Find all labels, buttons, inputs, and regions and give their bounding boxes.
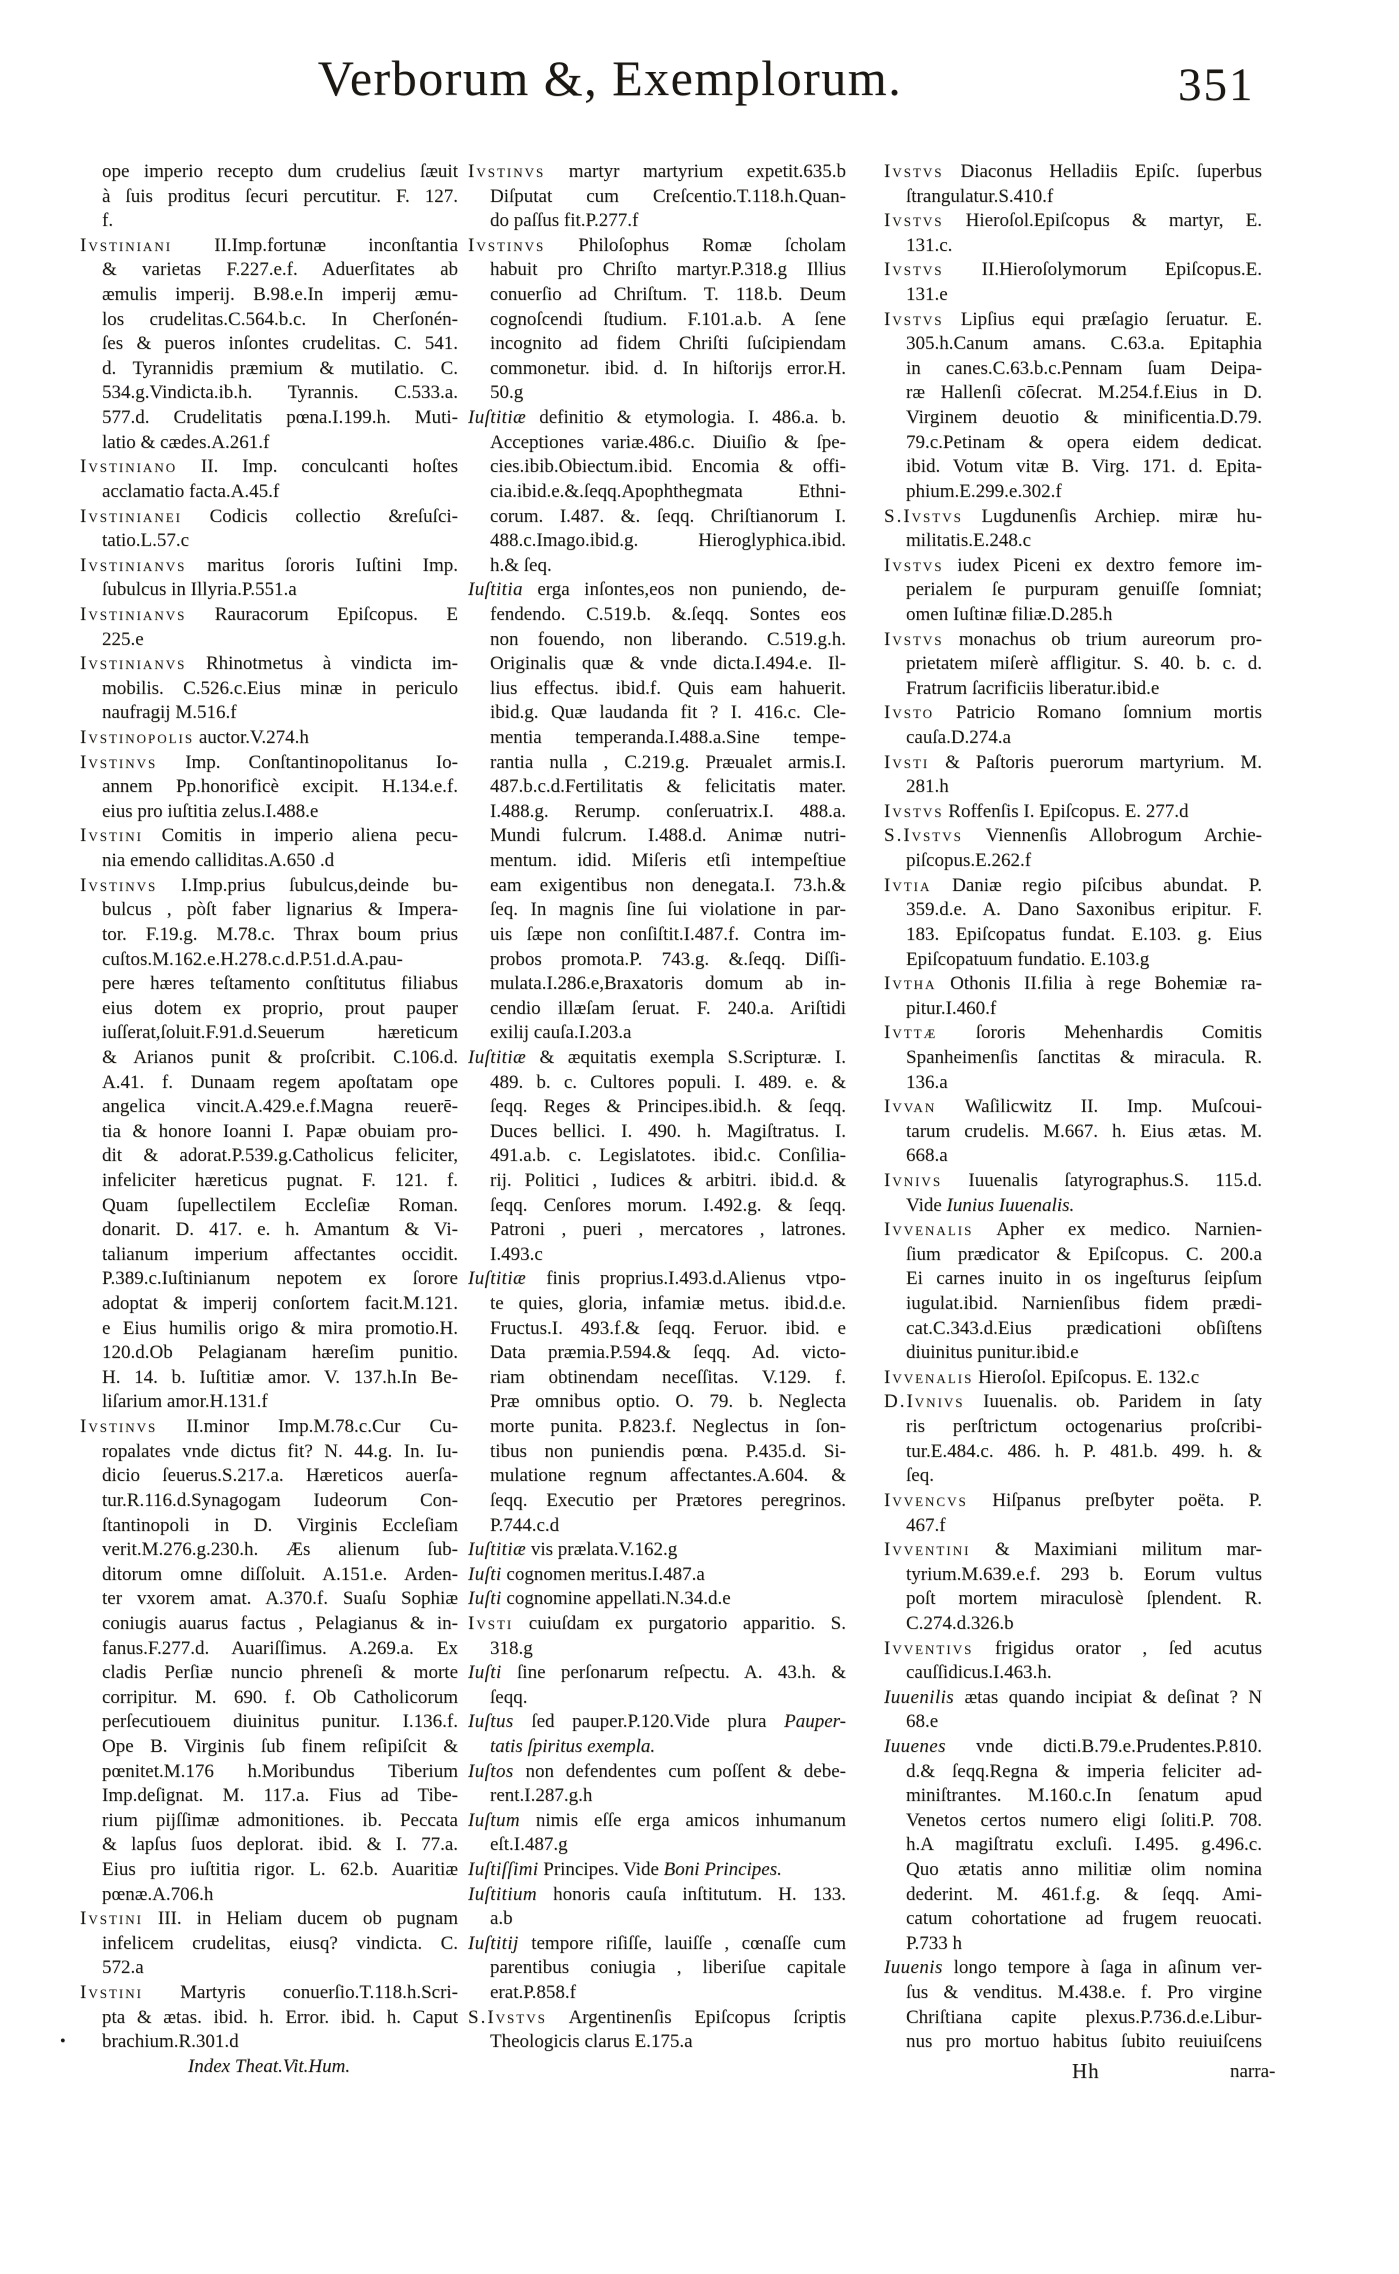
index-line: erat.P.858.f [490, 1982, 577, 2004]
index-line: Ivstvs Diaconus Helladiis Epiſc. ſuperbus [884, 161, 1262, 182]
index-line: Ivstinvs martyr martyrium expetit.635.b [468, 161, 846, 182]
index-line: cendio illæſam ſeruat. F. 240.a. Ariſtidi [490, 997, 846, 1019]
index-line: rantia nulla , C.219.g. Præualet armis.I. [490, 751, 846, 773]
headword-italic: Iuuenes [884, 1736, 946, 1757]
index-line: conuerſio ad Chriſtum. T. 118.b. Deum [490, 284, 846, 306]
index-line: pitur.I.460.f [906, 997, 997, 1019]
index-line: a.b [490, 1908, 513, 1930]
index-line: tarum crudelis. M.667. h. Eius ætas. M. [906, 1120, 1262, 1142]
cross-reference: Boni Principes. [663, 1859, 782, 1881]
index-line: non fouendo, non liberando. C.519.g.h. [490, 628, 846, 650]
index-line: Iuſtiſſimi Principes. Vide Boni Principes. [468, 1859, 782, 1881]
headword-italic: Iuſtus [468, 1711, 514, 1733]
index-line: Ivstvs Lipſius equi præſagio ſeruatur. E. [884, 308, 1262, 330]
index-line: Ivttæ ſororis Mehenhardis Comitis [884, 1022, 1262, 1044]
index-line: 491.a.b. c. Legislatotes. ibid.c. Conſilia- [490, 1145, 846, 1167]
index-line: Ivstinvs II.minor Imp.M.78.c.Cur Cu- [80, 1416, 458, 1438]
index-line: Præ omnibus optio. O. 79. b. Neglecta [490, 1391, 846, 1413]
index-line: catum cohortatione ad frugem reuocati. [906, 1908, 1262, 1930]
index-line: omen Iuſtinæ filiæ.D.285.h [906, 603, 1113, 625]
index-line: ſubulcus in Illyria.P.551.a [102, 579, 297, 601]
index-line: Data præmia.P.594.& ſeqq. Ad. victo- [490, 1342, 846, 1364]
index-line: te quies, gloria, infamiæ metus. ibid.d.e. [490, 1293, 846, 1315]
index-line: Ivstvs iudex Piceni ex dextro femore im- [884, 554, 1262, 576]
index-line: ſus & venditus. M.438.e. f. Pro virgine [906, 1982, 1262, 2004]
index-line: Iuſti cognomine appellati.N.34.d.e [468, 1588, 731, 1610]
index-line: ibid.g. Quæ laudanda fit ? I. 416.c. Cle- [490, 702, 846, 724]
index-line: Ope B. Virginis ſub finem reſipiſcit & [102, 1736, 458, 1757]
headword-italic: Iuſtitiæ [468, 1268, 527, 1290]
index-line: Ivventini & Maximiani militum mar- [884, 1539, 1262, 1561]
index-line: nus pro mortuo habitus ſubito reuiuiſcens [906, 2031, 1262, 2053]
index-line: Ivstvs monachus ob trium aureorum pro- [884, 628, 1262, 650]
headword-italic: Iuſti [468, 1563, 502, 1585]
index-line: ditorum omne diſſoluit. A.151.e. Arden- [102, 1563, 458, 1585]
index-line: Ivstinianvs Rhinotmetus à vindicta im- [80, 653, 458, 675]
headword-italic: Iuſtitij [468, 1932, 519, 1954]
headword-italic: Iuſtitiæ [468, 407, 527, 429]
index-line: ræ Hallenſi cōſecrat. M.254.f.Eius in D. [906, 382, 1262, 404]
index-line: 183. Epiſcopatus fundat. E.103. g. Eius [906, 923, 1262, 945]
index-line: Acceptiones variæ.486.c. Diuiſio & ſpe- [490, 431, 846, 453]
index-line: Theologicis clarus E.175.a [490, 2031, 693, 2053]
index-line: 359.d.e. A. Dano Saxonibus eripitur. F. [906, 899, 1262, 921]
headword: Ivstinvs [80, 874, 158, 896]
index-line: Iuſtum nimis eſſe erga amicos inhumanum [468, 1809, 846, 1831]
headword-italic: Iuſti [468, 1662, 502, 1684]
index-line: & Arianos punit & proſcribit. C.106.d. [102, 1046, 458, 1068]
headword: Ivstini [80, 1908, 143, 1930]
index-line: tur.R.116.d.Synagogam Iudeorum Con- [102, 1489, 458, 1511]
index-line: ropalates vnde dictus fit? N. 44.g. In. Iu- [102, 1440, 458, 1462]
index-line: Ivnivs Iuuenalis ſatyrographus.S. 115.d. [884, 1169, 1262, 1191]
index-line: tyrium.M.639.e.f. 293 b. Eorum vultus [906, 1563, 1262, 1585]
headword-italic: Iuſtiſſimi [468, 1859, 539, 1881]
index-line: tibus non puniendis pœna. P.435.d. Si- [490, 1440, 846, 1462]
index-line: • brachium.R.301.d [102, 2030, 458, 2055]
index-line: coniugis auarus factus , Pelagianus & in- [102, 1612, 458, 1634]
index-line: Ivstvs Hieroſol.Epiſcopus & martyr, E. [884, 210, 1262, 232]
index-line: Ivsto Patricio Romano ſomnium mortis [884, 702, 1262, 724]
index-line: los crudelitas.C.564.b.c. In Cherſonén- [102, 308, 458, 330]
index-line: Mundi fulcrum. I.488.d. Animæ nutri- [490, 825, 846, 847]
headword: Ivventivs [884, 1637, 974, 1659]
headword-italic: Iuſtitia [468, 579, 523, 601]
index-line: latio & cædes.A.261.f [102, 431, 270, 453]
index-line: æmulis imperij. B.98.e.In imperij æmu- [102, 284, 458, 306]
headword-italic: Iuſtos [468, 1760, 514, 1782]
headword-italic: Iuuenis [884, 1957, 943, 1979]
index-line: bulcus , pòſt faber lignarius & Impera- [102, 899, 458, 921]
index-line: d. Tyrannidis præmium & mutilatio. C. [102, 357, 458, 379]
index-line: dicio ſeuerus.S.217.a. Hæreticos auerſa- [102, 1465, 458, 1487]
margin-dot: • [60, 2033, 66, 2051]
index-line: poſt mortem miraculosè ſplendent. R. [906, 1588, 1262, 1610]
index-line: incognito ad fidem Chriſti ſuſcipiendam [490, 333, 846, 355]
headword: Ivvencvs [884, 1489, 968, 1511]
index-line: H. 14. b. Iuſtitiæ amor. V. 137.h.In Be- [102, 1366, 458, 1388]
index-line: P.389.c.Iuſtinianum nepotem ex ſorore [102, 1268, 458, 1290]
index-line: Iuuenes vnde dicti.B.79.e.Prudentes.P.810. [884, 1736, 1262, 1757]
index-line: diuinitus punitur.ibid.e [906, 1342, 1079, 1364]
headword: Ivtha [884, 973, 937, 995]
index-line: e Eius humilis origo & mira promotio.H. [102, 1317, 458, 1339]
index-line: C.274.d.326.b [906, 1612, 1014, 1634]
headword: Ivsti [468, 1612, 514, 1634]
headword: Ivvenalis [884, 1219, 974, 1241]
headword: Ivnivs [884, 1169, 943, 1191]
index-line: Fructus.I. 493.f.& ſeqq. Feruor. ibid. e [490, 1317, 846, 1339]
index-line: piſcopus.E.262.f [906, 850, 1032, 872]
index-line: ſes & pueros inſontes crudelitas. C. 541. [102, 333, 458, 355]
index-line: do paſſus fit.P.277.f [490, 210, 639, 232]
headword: Ivstinvs [468, 161, 546, 182]
index-line: iuſſerat,ſoluit.F.91.d.Seuerum hæreticum [102, 1022, 458, 1044]
index-line: I.493.c [490, 1243, 543, 1265]
index-line: eius pro iuſtitia zelus.I.488.e [102, 800, 319, 822]
headword: Ivstiniano [80, 456, 178, 478]
index-line: fanus.F.277.d. Auariſſimus. A.269.a. Ex [102, 1637, 458, 1659]
index-line: fendendo. C.519.b. &.ſeqq. Sontes eos [490, 603, 846, 625]
index-line: Ivstinvs Imp. Conſtantinopolitanus Io- [80, 751, 458, 773]
index-line: cuſtos.M.162.e.H.278.c.d.P.51.d.A.pau- [102, 948, 403, 970]
index-line: riam obtinendam neceſſitas. V.129. f. [490, 1366, 846, 1388]
index-line: Virginem deuotio & minificentia.D.79. [906, 407, 1262, 429]
headword: Ivstvs [884, 210, 944, 232]
index-line: commonetur. ibid. d. In hiſtorijs error.H. [490, 357, 846, 379]
index-line: Iuſtus ſed pauper.P.120.Vide plura Pauper- [468, 1711, 846, 1733]
index-line: ibid. Votum vitæ B. Virg. 171. d. Epita- [906, 456, 1262, 478]
index-line: Quo ætatis anno militiæ olim nomina [906, 1859, 1262, 1881]
index-line: Ivsti & Paſtoris puerorum martyrium. M. [884, 751, 1262, 773]
index-line: uis ſæpe non conſiſtit.I.487.f. Contra im- [490, 923, 846, 945]
index-line: eam exigentibus non denegata.I. 73.h.& [490, 874, 846, 896]
headword-italic: Iuſtitium [468, 1883, 538, 1905]
index-line: militatis.E.248.c [906, 530, 1032, 552]
index-line: Iuſtos non defendentes cum poſſent & debe- [468, 1760, 846, 1782]
headword: Ivstini [80, 825, 143, 847]
headword-italic: Iuſtum [468, 1809, 521, 1831]
index-line: Ivstinvs I.Imp.prius ſubulcus,deinde bu- [80, 874, 458, 896]
index-line: 577.d. Crudelitatis pœna.I.199.h. Muti- [102, 407, 458, 429]
index-line: corripitur. M. 690. f. Ob Catholicorum [102, 1686, 458, 1708]
index-line: ſtantinopoli in D. Virginis Eccleſiam [102, 1514, 458, 1536]
index-line: cauſa.D.274.a [906, 727, 1011, 749]
index-line: tur.E.484.c. 486. h. P. 481.b. 499. h. & [906, 1440, 1262, 1462]
index-line: habuit pro Chriſto martyr.P.318.g Illius [490, 259, 846, 281]
index-line: Spanheimenſis ſanctitas & miracula. R. [906, 1046, 1262, 1068]
headword-italic: Iuuenilis [884, 1686, 955, 1708]
index-line: ter vxorem amat. A.370.f. Suaſu Sophiæ [102, 1588, 458, 1610]
index-line: corum. I.487. &. ſeqq. Chriſtianorum I. [490, 505, 846, 527]
headword-italic: Iuſtitiæ [468, 1046, 527, 1068]
index-line: talianum imperium affectantes occidit. [102, 1243, 458, 1265]
index-line: Patroni , pueri , mercatores , latrones. [490, 1219, 846, 1241]
index-line: nia emendo calliditas.A.650 .d [102, 850, 335, 872]
index-line: pta & ætas. ibid. h. Error. ibid. h. Caput [102, 2006, 458, 2028]
index-line: liſarium amor.H.131.f [102, 1391, 268, 1413]
index-line: Iuſtitium honoris cauſa inſtitutum. H. 133. [468, 1883, 846, 1905]
index-line: iugulat.ibid. Narnienſibus fidem prædi- [906, 1293, 1262, 1315]
index-line: Ivstvs Roffenſis I. Epiſcopus. E. 277.d [884, 800, 1189, 822]
index-line: donarit. D. 417. e. h. Amantum & Vi- [102, 1219, 458, 1241]
index-line: Ivstiniani II.Imp.fortunæ inconſtantia [80, 234, 458, 256]
index-line: mobilis. C.526.c.Eius minæ in periculo [102, 677, 458, 699]
index-line: Ivtha Othonis II.filia à rege Bohemiæ ra- [884, 973, 1262, 995]
headword: Ivstinianvs [80, 554, 187, 576]
headword: Ivttæ [884, 1022, 938, 1044]
headword: Ivstinvs [468, 234, 546, 256]
index-line: Iuſtitij tempore riſiſſe, lauiſſe , cœnaſſe cum [468, 1932, 846, 1954]
index-line: 467.f [906, 1514, 946, 1536]
index-line: 487.b.c.d.Fertilitatis & felicitatis mater. [490, 776, 846, 798]
index-line: à ſuis proditus ſecuri percutitur. F. 127. [102, 185, 458, 207]
index-line: ſtrangulatur.S.410.f [906, 185, 1054, 207]
index-column-1 [60, 160, 458, 2080]
index-line: Ivstinopolis auctor.V.274.h [80, 727, 309, 749]
index-line: in canes.C.63.b.c.Pennam ſuam Deipa- [906, 357, 1262, 379]
index-line: cognoſcendi ſtudium. F.101.a.b. A ſene [490, 308, 846, 330]
index-line: & lapſus ſuos deplorat. ibid. & I. 77.a. [102, 1834, 458, 1856]
index-line: lius effectus. ibid.f. Quis eam hahuerit. [490, 677, 846, 699]
headword: D.Ivnivs [884, 1391, 965, 1413]
index-line: ſeqq. Reges & Principes.ibid.h. & ſeqq. [490, 1096, 846, 1118]
index-line: naufragij M.516.f [102, 702, 237, 724]
index-line: ſeqq. [490, 1686, 528, 1708]
index-line: tia & honore Ioanni I. Papæ obuiam pro- [102, 1120, 458, 1142]
index-line: I.488.g. Rerump. conſeruatrix.I. 488.a. [490, 800, 846, 822]
index-line: Ivsti cuiuſdam ex purgatorio apparitio. S. [468, 1612, 846, 1634]
headword: Ivsto [884, 702, 935, 724]
index-line: mulata.I.286.e,Braxatoris domum ab in- [490, 973, 846, 995]
index-line: acclamatio facta.A.45.f [102, 480, 280, 502]
headword: S.Ivstvs [884, 505, 963, 527]
index-line: Ivvan Waſilicwitz II. Imp. Muſcoui- [884, 1096, 1262, 1118]
index-line: parentibus coniugia , liberiſue capitale [490, 1957, 846, 1979]
index-line: mentia temperanda.I.488.a.Sine tempe- [490, 727, 846, 749]
index-line: Ivstini III. in Heliam ducem ob pugnam [80, 1908, 458, 1930]
index-line: perſecutiouem diuinitus punitur. I.136.f. [102, 1711, 458, 1733]
gathering-signature: Hh [1072, 2059, 1100, 2083]
index-line: A.41. f. Dunaam regem apoſtatam ope [102, 1071, 458, 1093]
index-line: h.A magiſtratu excluſi. I.495. g.496.c. [906, 1834, 1262, 1856]
headword: Ivstvs [884, 161, 944, 182]
index-line: 136.a [906, 1071, 948, 1093]
index-line: perialem ſe purpuram genuiſſe ſomniat; [906, 579, 1262, 601]
index-line: f. [102, 210, 114, 232]
index-line: adoptat & imperij conſortem facit.M.121. [102, 1293, 458, 1315]
index-line: 534.g.Vindicta.ib.h. Tyrannis. C.533.a. [102, 382, 458, 404]
catchword: narra- [1230, 2061, 1276, 2082]
index-line: ſium prædicator & Epiſcopus. C. 200.a [906, 1243, 1262, 1265]
index-line: morte punita. P.823.f. Neglectus in ſon- [490, 1416, 846, 1438]
index-line: P.744.c.d [490, 1514, 560, 1536]
index-line: & varietas F.227.e.f. Aduerſitates ab [102, 259, 458, 281]
index-line: Iuſtitiæ & æquitatis exempla S.Scripturæ. I. [468, 1046, 846, 1068]
index-line: S.Ivstvs Viennenſis Allobrogum Archie- [884, 825, 1262, 847]
index-line: 281.h [906, 776, 949, 798]
index-line: Originalis quæ & vnde dicta.I.494.e. Il- [490, 653, 846, 675]
index-line: rium pijſſimæ admonitiones. ib. Peccata [102, 1809, 458, 1831]
index-line: angelica vincit.A.429.e.f.Magna reuerē- [102, 1096, 458, 1118]
index-line: mulatione regnum affectantes.A.604. & [490, 1465, 846, 1487]
index-line: 572.a [102, 1957, 144, 1979]
index-line: Ivstini Martyris conuerſio.T.118.h.Scri- [80, 1982, 458, 2004]
index-line: pœnæ.A.706.h [102, 1883, 214, 1905]
index-line: ſeq. [906, 1465, 934, 1487]
index-line: pere hæres teſtamento conſtitutus filiabus [102, 973, 458, 995]
headword: Ivstini [80, 1982, 143, 2004]
index-line: Iuſtitiæ definitio & etymologia. I. 486.a. b. [468, 407, 846, 429]
index-line: 50.g [490, 382, 524, 404]
index-line: 668.a [906, 1145, 948, 1167]
index-line: cat.C.343.d.Eius prædicationi obſiſtens [906, 1317, 1262, 1339]
index-line: 79.c.Petinam & opera eidem dedicat. [906, 431, 1262, 453]
index-line: Iuuenis longo tempore à ſaga in aſinum ver- [884, 1957, 1262, 1979]
index-line: 68.e [906, 1711, 939, 1733]
headword: Ivstvs [884, 308, 944, 330]
index-line: Ivventivs frigidus orator , ſed acutus [884, 1637, 1262, 1659]
index-line: Ivstiniano II. Imp. conculcanti hoſtes [80, 456, 458, 478]
index-line: S.Ivstvs Lugdunenſis Archiep. miræ hu- [884, 505, 1262, 527]
index-line: miniſtrantes. M.160.c.In ſenatum apud [906, 1785, 1262, 1807]
index-line: Duces bellici. I. 490. h. Magiſtratus. I. [490, 1120, 846, 1142]
index-line: ſeqq. Cenſores morum. I.492.g. & ſeqq. [490, 1194, 846, 1216]
index-line: Eius pro iuſtitia rigor. L. 62.b. Auaritiæ [102, 1859, 458, 1881]
index-line: ris perſtrictum octogenarius proſcribi- [906, 1416, 1262, 1438]
index-line: 120.d.Ob Pelagianam hæreſim punitio. [102, 1342, 458, 1364]
index-line: Ivstini Comitis in imperio aliena pecu- [80, 825, 458, 847]
index-line: h.& ſeq. [490, 554, 552, 576]
headword: Ivstinianvs [80, 653, 187, 675]
index-line: infeliciter hæreticus pugnat. F. 121. f. [102, 1169, 458, 1191]
index-line: Chriſtiana capite plexus.P.736.d.e.Libur- [906, 2006, 1262, 2028]
headword: Ivstvs [884, 554, 944, 576]
headword: Ivstvs [884, 800, 944, 822]
headword: Ivtia [884, 874, 932, 896]
page-number: 351 [1178, 59, 1255, 111]
headword: Ivsti [884, 751, 930, 773]
index-line: cies.ibib.Obiectum.ibid. Encomia & offi- [490, 456, 846, 478]
index-line: mentum. idid. Miſeris etſi intempeſtiue [490, 850, 846, 872]
headword: Ivstinopolis [80, 727, 195, 749]
index-line: Diſputat cum Creſcentio.T.118.h.Quan- [490, 185, 846, 207]
headword: S.Ivstvs [884, 825, 963, 847]
index-line: Ivtia Daniæ regio piſcibus abundat. P. [884, 874, 1262, 896]
running-head-title: Verborum &, Exemplorum. [317, 50, 903, 106]
index-line: Epiſcopatuum fundatio. E.103.g [906, 948, 1150, 970]
headword: S.Ivstvs [468, 2006, 547, 2028]
index-line: probos promota.P. 743.g. &.ſeqq. Diſſi- [490, 948, 846, 970]
index-line: cauſſidicus.I.463.h. [906, 1662, 1052, 1684]
index-line: 225.e [102, 628, 144, 650]
headword-italic: Iuſti [468, 1588, 502, 1610]
index-line: prietatem miſerè affligitur. S. 40. b. c. d. [906, 653, 1262, 675]
index-line: Ivstinianvs maritus ſororis Iuſtini Imp. [80, 554, 458, 576]
index-line: cia.ibid.e.&.ſeqq.Apophthegmata Ethni- [490, 480, 846, 502]
index-line: Ivvenalis Apher ex medico. Narnien- [884, 1219, 1262, 1241]
index-line: annem Pp.honorificè excipit. H.134.e.f. [102, 776, 458, 798]
headword: Ivstiniani [80, 234, 173, 256]
index-line: Ei carnes inuito in os ingeſturus ſeipſum [906, 1268, 1262, 1290]
index-line: verit.M.276.g.230.h. Æs alienum ſub- [102, 1539, 458, 1561]
index-line: infelicem crudelitas, eiusq? vindicta. C. [102, 1932, 458, 1954]
index-line: Iuſti cognomen meritus.I.487.a [468, 1563, 705, 1585]
index-line: 489. b. c. Cultores populi. I. 489. e. & [490, 1071, 846, 1093]
headword: Ivstinianvs [80, 603, 187, 625]
index-line: tatis ſpiritus exempla. [490, 1736, 656, 1757]
headword: Ivstvs [884, 628, 944, 650]
index-line: Iuuenilis ætas quando incipiat & deſinat ? N [884, 1686, 1262, 1708]
index-line: Ivvencvs Hiſpanus preſbyter poëta. P. [884, 1489, 1262, 1511]
index-line: 488.c.Imago.ibid.g. Hieroglyphica.ibid. [490, 530, 846, 552]
index-line: Ivvenalis Hieroſol. Epiſcopus. E. 132.c [884, 1366, 1200, 1388]
index-line: dederint. M. 461.f.g. & ſeqq. Ami- [906, 1883, 1262, 1905]
index-line: 318.g [490, 1637, 533, 1659]
index-line: Iuſtitiæ vis prælata.V.162.g [468, 1539, 678, 1561]
index-line: phium.E.299.e.302.f [906, 480, 1062, 502]
index-line: Ivstinvs Philoſophus Romæ ſcholam [468, 234, 846, 256]
index-line: eſt.I.487.g [490, 1834, 568, 1856]
index-line: 131.c. [906, 234, 953, 256]
index-column-3 [884, 160, 1262, 2055]
index-line: Vide Iunius Iuuenalis. [906, 1194, 1075, 1216]
headword-italic: Iuſtitiæ [468, 1539, 527, 1561]
index-column-2 [468, 160, 846, 2055]
index-line: ſeqq. Executio per Prætores peregrinos. [490, 1489, 846, 1511]
index-line: pœnitet.M.176 h.Moribundus Tiberium [102, 1760, 458, 1782]
index-line: Fratrum ſacrificiis liberatur.ibid.e [906, 677, 1160, 699]
index-line: exilij cauſa.I.203.a [490, 1022, 632, 1044]
index-line: Quam ſupellectilem Eccleſiæ Roman. [102, 1194, 458, 1216]
cross-reference: Pauper- [784, 1711, 846, 1733]
index-line: Iuſtitiæ finis proprius.I.493.d.Alienus vtpo- [468, 1268, 846, 1290]
index-line: ſeq. In magnis ſine ſui violatione in par- [490, 899, 846, 921]
index-line: d.& ſeqq.Regna & imperia feliciter ad- [906, 1760, 1262, 1782]
index-line: Iuſtitia erga inſontes,eos non puniendo, de- [468, 579, 846, 601]
index-line: D.Ivnivs Iuuenalis. ob. Paridem in ſaty [884, 1391, 1262, 1413]
index-line: rij. Politici , Iudices & arbitri. ibid.d. & [490, 1169, 846, 1191]
index-line: eius dotem ex proprio, prout pauper [102, 997, 458, 1019]
headword: Ivstinianei [80, 505, 182, 527]
index-line: 305.h.Canum amans. C.63.a. Epitaphia [906, 333, 1262, 355]
headword: Ivstinvs [80, 751, 158, 773]
index-line: tatio.L.57.c [102, 530, 190, 552]
index-line: tor. F.19.g. M.78.c. Thrax boum prius [102, 923, 458, 945]
index-line: Iuſti ſine perſonarum reſpectu. A. 43.h. & [468, 1662, 846, 1684]
headword: Ivstvs [884, 259, 944, 281]
index-line: ope imperio recepto dum crudelius ſæuit [102, 161, 458, 182]
index-line: Index Theat.Vit.Hum. [187, 2055, 351, 2077]
index-line: dit & adorat.P.539.g.Catholicus feliciter, [102, 1145, 458, 1167]
cross-reference: Iunius Iuuenalis. [946, 1194, 1075, 1216]
index-line: P.733 h [906, 1932, 962, 1954]
headword: Ivstinvs [80, 1416, 158, 1438]
index-line: cladis Perſiæ nuncio phreneſi & morte [102, 1662, 458, 1684]
index-line: Imp.deſignat. M. 117.a. Fius ad Tibe- [102, 1785, 458, 1807]
index-line: 131.e [906, 284, 948, 306]
index-line: Ivstvs II.Hieroſolymorum Epiſcopus.E. [884, 259, 1262, 281]
index-line: Ivstinianvs Rauracorum Epiſcopus. E [80, 603, 458, 625]
index-line: rent.I.287.g.h [490, 1785, 593, 1807]
headword: Ivventini [884, 1539, 971, 1561]
headword: Ivvenalis [884, 1366, 974, 1388]
index-line: Venetos certos numero eligi ſoliti.P. 708. [906, 1809, 1262, 1831]
index-line: S.Ivstvs Argentinenſis Epiſcopus ſcriptis [468, 2006, 846, 2028]
index-line: Ivstinianei Codicis collectio &reſuſci- [80, 505, 458, 527]
headword: Ivvan [884, 1096, 937, 1118]
